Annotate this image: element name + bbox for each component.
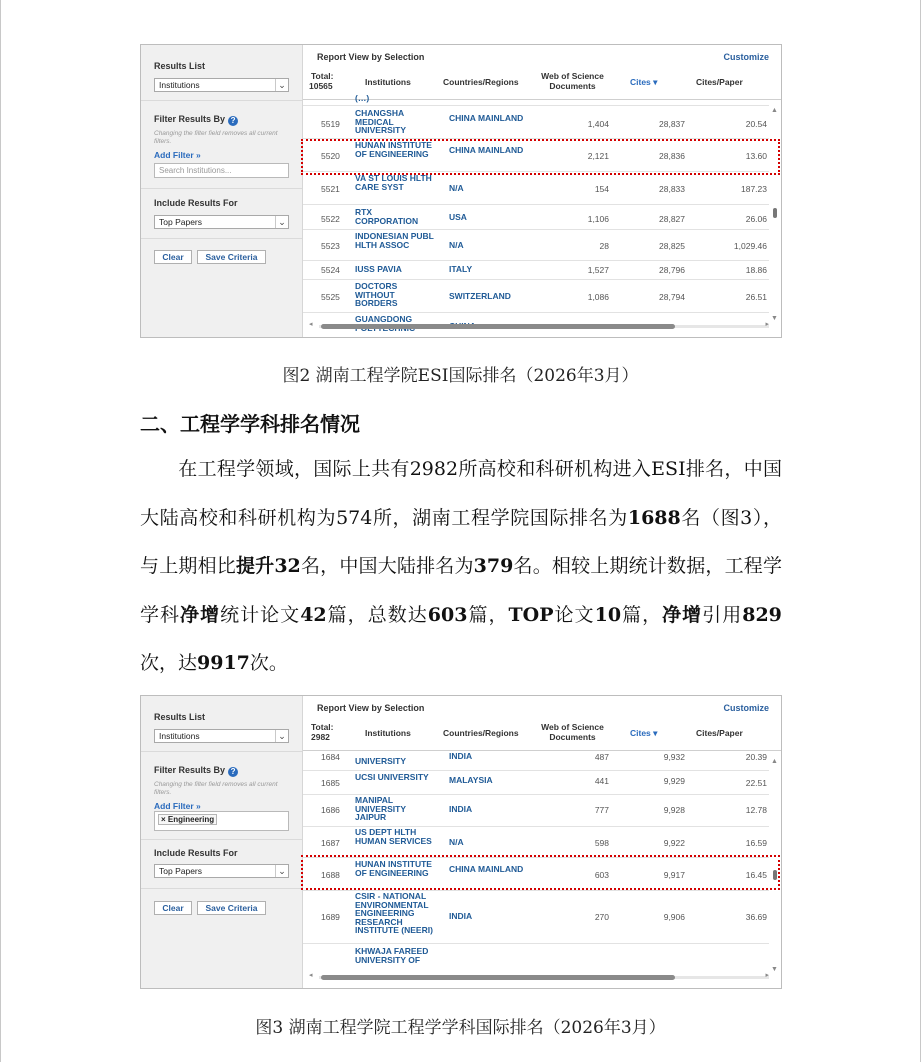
col-institutions[interactable]: Institutions [365, 728, 411, 738]
text: 统计论文 [220, 603, 301, 626]
cites-per-paper: 16.59 [745, 838, 767, 848]
divider [141, 188, 302, 189]
wos-docs: 1,106 [587, 214, 609, 224]
text: 名，中国大陆排名为 [300, 555, 474, 577]
divider [141, 238, 302, 239]
institution-name[interactable]: IUSS PAVIA [355, 264, 402, 274]
include-value: Top Papers [159, 866, 202, 876]
results-table [303, 45, 781, 337]
figure3-caption: 图3 湖南工程学院工程学学科国际排名（2026年3月） [255, 1018, 666, 1038]
country[interactable]: SWITZERLAND [449, 291, 511, 301]
rank: 5522 [321, 214, 340, 224]
institution-name[interactable]: VA ST LOUIS HLTH CARE SYST [355, 173, 432, 192]
add-filter-link[interactable]: Add Filter » [154, 150, 201, 160]
bold-text: 10 [594, 603, 622, 626]
search-institutions-input[interactable]: Search Institutions... [154, 163, 289, 178]
divider [141, 751, 302, 752]
results-list-select[interactable] [154, 729, 289, 743]
total-value: 2982 [311, 732, 330, 742]
cites-per-paper: 36.69 [745, 912, 767, 922]
table-topbar [303, 696, 781, 718]
wos-docs: 270 [594, 912, 609, 922]
include-title: Include Results For [154, 198, 238, 208]
vertical-scrollbar[interactable] [771, 107, 779, 322]
chevron-down-icon: ⌄ [275, 865, 288, 877]
bold-text: 1688 [627, 506, 681, 529]
cites-per-paper: 1,029.46 [733, 241, 767, 251]
col-cites[interactable]: Cites ▾ [630, 77, 658, 87]
col-institutions[interactable]: Institutions [365, 77, 411, 87]
text: 名（图3），与上期相比 [140, 506, 782, 577]
country[interactable]: N/A [449, 240, 464, 250]
total-label: Total: [311, 722, 334, 732]
cites: 28,827 [659, 214, 685, 224]
include-results-select[interactable] [154, 864, 289, 878]
wos-docs: 28 [599, 241, 609, 251]
results-list-title: Results List [154, 61, 206, 71]
cites: 28,794 [659, 292, 685, 302]
table-row[interactable] [303, 891, 769, 944]
cites: 28,833 [659, 184, 685, 194]
col-cites-per-paper[interactable]: Cites/Paper [696, 77, 743, 87]
filter-note: Changing the filter field removes all current filters. [154, 130, 278, 145]
divider [141, 839, 302, 840]
wos-docs: 441 [594, 776, 609, 786]
cites-per-paper: 20.54 [745, 119, 767, 129]
bold-text: TOP [508, 603, 554, 626]
scroll-right-icon[interactable]: ▸ [765, 972, 769, 979]
rank: 5525 [321, 292, 340, 302]
esi-screenshot-fig3 [140, 695, 782, 989]
customize-link[interactable]: Customize [723, 52, 769, 62]
bold-text: 379 [473, 555, 514, 577]
col-countries[interactable]: Countries/Regions [443, 77, 519, 87]
rank: 5524 [321, 265, 340, 275]
cites-per-paper: 13.60 [745, 151, 767, 161]
clear-button[interactable]: Clear [154, 250, 192, 264]
table-row[interactable] [303, 280, 769, 313]
institution-name[interactable]: UNIVERSITY [355, 756, 407, 766]
wos-docs: 777 [594, 805, 609, 815]
rank: 1687 [321, 838, 340, 848]
results-list-value: Institutions [159, 80, 200, 90]
rank: 5520 [321, 151, 340, 161]
scroll-down-icon[interactable]: ▼ [771, 966, 778, 973]
scroll-thumb[interactable] [321, 324, 675, 329]
chevron-down-icon: ⌄ [275, 216, 288, 228]
institution-name[interactable]: KHWAJA FAREED UNIVERSITY OF [355, 946, 429, 965]
text: 在工程学领域，国际上共有2982所高校和科研机构进入ESI排名，中国大陆高校和科研机构为574所，湖南工程学院国际排名为 [140, 458, 782, 529]
country[interactable]: N/A [449, 183, 464, 193]
bold-text: 829 [742, 603, 782, 626]
institution-name[interactable]: CSIR - NATIONAL ENVIRONMENTAL ENGINEERING RESEARCH INSTITUTE (NEERI) [355, 891, 433, 935]
country[interactable]: INDIA [449, 911, 473, 921]
save-criteria-button[interactable]: Save Criteria [197, 250, 266, 264]
table-topbar [303, 45, 781, 67]
filter-title [154, 114, 238, 126]
cites: 9,929 [663, 776, 685, 786]
institution-name[interactable]: US DEPT HLTH HUMAN SERVICES [355, 827, 432, 846]
rank: 1684 [321, 752, 340, 762]
rank: 5523 [321, 241, 340, 251]
sidebar [141, 45, 303, 337]
results-list-title: Results List [154, 712, 206, 722]
col-countries[interactable]: Countries/Regions [443, 728, 519, 738]
rank: 1689 [321, 912, 340, 922]
vertical-scrollbar[interactable] [771, 758, 779, 973]
table-row-highlighted[interactable] [303, 858, 769, 891]
institution-name[interactable]: INDONESIAN PUBL HLTH ASSOC [355, 231, 434, 250]
esi-screenshot-fig2 [140, 44, 782, 338]
country[interactable]: ITALY [449, 264, 473, 274]
text: 论文 [553, 603, 595, 626]
horizontal-scrollbar[interactable] [309, 322, 769, 330]
cites: 9,922 [663, 838, 685, 848]
table-row[interactable] [303, 944, 769, 974]
figure2-caption: 图2 湖南工程学院ESI国际排名（2026年3月） [282, 366, 639, 386]
institution-name[interactable]: (…) [355, 93, 370, 103]
scroll-thumb[interactable] [773, 870, 777, 880]
bold-text: 603 [427, 603, 468, 626]
country[interactable]: MALAYSIA [449, 775, 493, 785]
institution-name[interactable]: MANIPAL UNIVERSITY JAIPUR [355, 795, 406, 822]
report-view-title: Report View by Selection [317, 52, 425, 62]
bold-text: 9917 [197, 652, 250, 674]
divider [141, 888, 302, 889]
bold-text: 42 [300, 603, 327, 626]
cites-per-paper: 18.86 [745, 265, 767, 275]
rank: 5519 [321, 119, 340, 129]
cites: 28,825 [659, 241, 685, 251]
col-wos-docs[interactable]: Web of Science Documents [541, 722, 604, 742]
institution-name[interactable]: UCSI UNIVERSITY [355, 772, 429, 782]
table-row[interactable] [303, 827, 769, 858]
include-title: Include Results For [154, 848, 238, 858]
rank: 1685 [321, 778, 340, 788]
scroll-up-icon[interactable]: ▲ [771, 758, 778, 765]
institution-name[interactable]: CHANGSHA MEDICAL UNIVERSITY [355, 108, 407, 135]
text: 名。相较上期统计数据，工程学学科 [140, 555, 782, 626]
horizontal-scrollbar[interactable] [309, 973, 769, 981]
cites-per-paper: 16.45 [745, 870, 767, 880]
report-view-title: Report View by Selection [317, 703, 425, 713]
wos-docs: 598 [594, 838, 609, 848]
text: 次。 [249, 652, 288, 674]
col-cites[interactable]: Cites ▾ [630, 728, 658, 738]
cites: 28,796 [659, 265, 685, 275]
wos-docs: 154 [594, 184, 609, 194]
scroll-thumb[interactable] [321, 975, 675, 980]
cites: 9,928 [663, 805, 685, 815]
clear-button[interactable]: Clear [154, 901, 192, 915]
col-cites-per-paper[interactable]: Cites/Paper [696, 728, 743, 738]
cites: 9,932 [663, 752, 685, 762]
total-label: Total: [311, 71, 334, 81]
text: 篇， [467, 603, 509, 626]
institution-name[interactable]: HUNAN INSTITUTE OF ENGINEERING [355, 859, 432, 878]
scroll-left-icon[interactable]: ◂ [309, 321, 313, 328]
add-filter-link[interactable]: Add Filter » [154, 801, 201, 811]
body-paragraph [140, 445, 782, 688]
wos-docs: 603 [594, 870, 609, 880]
table-header [303, 718, 781, 751]
include-value: Top Papers [159, 217, 202, 227]
institution-name[interactable]: RTX CORPORATION [355, 207, 419, 226]
table-row-highlighted[interactable] [303, 139, 769, 172]
engineering-filter-chip[interactable]: × Engineering [158, 814, 217, 825]
results-list-select[interactable] [154, 78, 289, 92]
country[interactable]: USA [449, 212, 467, 222]
filter-chip-box[interactable] [154, 811, 289, 831]
filter-note: Changing the filter field removes all current filters. [154, 781, 278, 796]
col-wos-docs[interactable]: Web of Science Documents [541, 71, 604, 91]
table-row[interactable] [303, 205, 769, 230]
filter-title-text: Filter Results By [154, 765, 226, 775]
cites: 9,906 [663, 912, 685, 922]
section-heading: 二、工程学学科排名情况 [140, 412, 360, 436]
filter-title-text: Filter Results By [154, 114, 226, 124]
table-row[interactable] [303, 261, 769, 280]
rank: 1686 [321, 805, 340, 815]
sidebar [141, 696, 303, 988]
institution-name[interactable]: HUNAN INSTITUTE OF ENGINEERING [355, 140, 432, 159]
wos-docs: 1,404 [587, 119, 609, 129]
scroll-thumb[interactable] [773, 208, 777, 218]
wos-docs: 2,121 [587, 151, 609, 161]
country[interactable]: CHINA MAINLAND [449, 145, 524, 155]
customize-link[interactable]: Customize [723, 703, 769, 713]
wos-docs: 1,086 [587, 292, 609, 302]
table-rows [303, 751, 781, 973]
text: 次，达 [140, 652, 198, 674]
table-row[interactable] [303, 230, 769, 261]
scroll-right-icon[interactable]: ▸ [765, 321, 769, 328]
text: 篇，总数达 [326, 603, 428, 626]
country[interactable]: INDIA [449, 804, 473, 814]
table-row[interactable] [303, 172, 769, 205]
total-value: 10565 [309, 81, 333, 91]
rank: 1688 [321, 870, 340, 880]
cites-per-paper: 187.23 [741, 184, 767, 194]
bold-text: 净增 [662, 603, 703, 626]
cites-per-paper: 12.78 [745, 805, 767, 815]
help-icon[interactable]: ? [228, 116, 238, 126]
text: 引用 [702, 603, 743, 626]
table-row[interactable] [303, 94, 769, 106]
bold-text: 净增 [180, 603, 221, 626]
save-criteria-button[interactable]: Save Criteria [197, 901, 266, 915]
cites-per-paper: 26.51 [745, 292, 767, 302]
table-row[interactable] [303, 751, 769, 771]
chevron-down-icon: ⌄ [275, 730, 288, 742]
text: 篇， [621, 603, 663, 626]
scroll-left-icon[interactable]: ◂ [309, 972, 313, 979]
filter-title [154, 765, 238, 777]
divider [141, 100, 302, 101]
institution-name[interactable]: GUANGDONG [355, 314, 413, 324]
bold-text: 提升32 [235, 555, 301, 577]
table-row[interactable] [303, 106, 769, 139]
cites-per-paper: 26.06 [745, 214, 767, 224]
country[interactable]: N/A [449, 837, 464, 847]
cites-per-paper: 20.39 [745, 752, 767, 762]
include-results-select[interactable] [154, 215, 289, 229]
results-table [303, 696, 781, 988]
scroll-up-icon[interactable]: ▲ [771, 107, 778, 114]
chevron-down-icon: ⌄ [275, 79, 288, 91]
cites: 9,917 [663, 870, 685, 880]
rank: 5521 [321, 184, 340, 194]
table-row[interactable] [303, 795, 769, 827]
country[interactable]: CHINA MAINLAND [449, 113, 524, 123]
cites: 28,836 [659, 151, 685, 161]
help-icon[interactable]: ? [228, 767, 238, 777]
country[interactable]: INDIA [449, 751, 473, 761]
wos-docs: 1,527 [587, 265, 609, 275]
table-row[interactable] [303, 771, 769, 795]
institution-name[interactable]: DOCTORS WITHOUT BORDERS [355, 281, 398, 308]
scroll-down-icon[interactable]: ▼ [771, 315, 778, 322]
cites: 28,837 [659, 119, 685, 129]
wos-docs: 487 [594, 752, 609, 762]
country[interactable]: CHINA MAINLAND [449, 864, 524, 874]
cites-per-paper: 22.51 [745, 778, 767, 788]
results-list-value: Institutions [159, 731, 200, 741]
table-rows [303, 93, 781, 324]
